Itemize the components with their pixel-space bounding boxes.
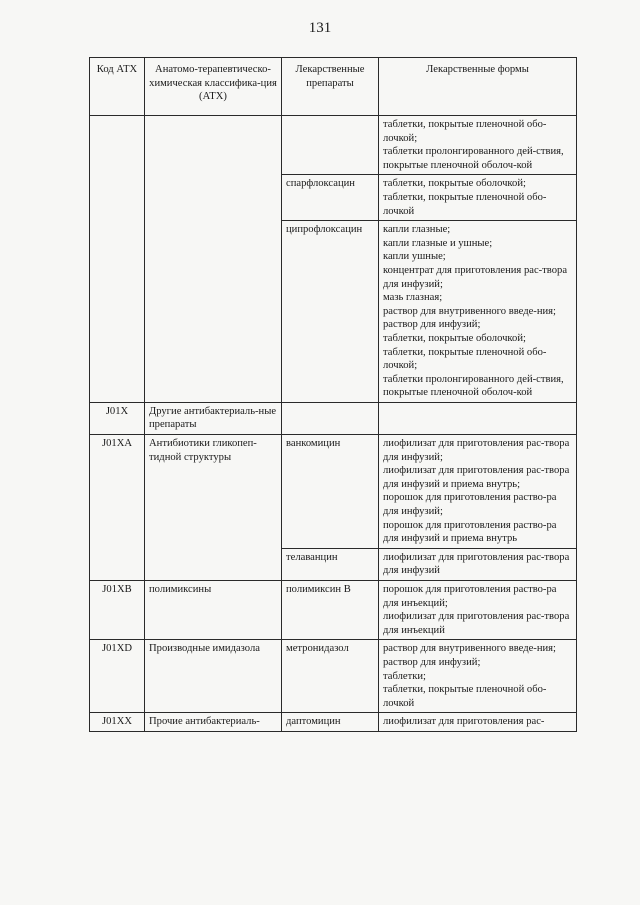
classification-cell bbox=[145, 116, 282, 403]
dosage-forms-cell bbox=[379, 175, 577, 221]
table-row bbox=[90, 640, 577, 713]
drug-name-cell: ванкомицин bbox=[282, 435, 379, 549]
classification-cell: полимиксины bbox=[145, 581, 282, 640]
dosage-form-line: лиофилизат для приготовления рас-твора для инфузий и приема внутрь; bbox=[383, 465, 570, 490]
dosage-form-line: таблетки; bbox=[383, 670, 426, 682]
dosage-forms-cell bbox=[379, 221, 577, 403]
dosage-form-line: капли глазные и ушные; bbox=[383, 237, 493, 249]
classification-cell: Другие антибактериаль-ные препараты bbox=[145, 402, 282, 434]
page-number: 131 bbox=[308, 20, 332, 36]
classification-cell: Производные имидазола bbox=[145, 640, 282, 713]
dosage-form-line: таблетки, покрытые оболочкой; bbox=[383, 332, 526, 344]
atc-code-cell: J01XB bbox=[90, 581, 145, 640]
dosage-form-line: концентрат для приготовления рас-твора для инфузий; bbox=[383, 264, 568, 290]
table-row bbox=[90, 713, 577, 732]
dosage-forms-cell bbox=[379, 581, 577, 640]
header-code: Код АТХ bbox=[90, 58, 145, 116]
table-row bbox=[90, 581, 577, 640]
drug-name-cell: спарфлоксацин bbox=[282, 175, 379, 221]
dosage-form-line: порошок для приготовления раство-ра для инъекций; bbox=[383, 584, 557, 609]
dosage-forms-cell bbox=[379, 640, 577, 713]
dosage-form-line: лиофилизат для приготовления рас-твора для инфузий bbox=[383, 551, 570, 577]
dosage-form-line: раствор для инфузий; bbox=[383, 656, 481, 668]
dosage-form-line: мазь глазная; bbox=[383, 292, 443, 304]
atc-code-cell: J01XX bbox=[90, 713, 145, 732]
header-classification: Анатомо-терапевтическо-химическая классифика-ция (АТХ) bbox=[145, 58, 282, 116]
table-row bbox=[90, 435, 577, 549]
dosage-form-line: порошок для приготовления раство-ра для инфузий и приема внутрь bbox=[383, 519, 557, 545]
table-row bbox=[90, 402, 577, 434]
atc-code-cell: J01XD bbox=[90, 640, 145, 713]
header-row bbox=[90, 58, 577, 116]
table-row bbox=[90, 116, 577, 175]
dosage-form-line: раствор для внутривенного введе-ния; bbox=[383, 305, 556, 317]
atc-code-cell: J01XA bbox=[90, 435, 145, 581]
header-forms: Лекарственные формы bbox=[379, 58, 577, 116]
dosage-form-line: лиофилизат для приготовления рас-твора для инфузий; bbox=[383, 438, 570, 463]
dosage-forms-cell bbox=[379, 116, 577, 175]
dosage-form-line: капли ушные; bbox=[383, 251, 446, 263]
drug-name-cell: даптомицин bbox=[282, 713, 379, 732]
drug-name-cell bbox=[282, 116, 379, 175]
dosage-forms-cell bbox=[379, 402, 577, 434]
dosage-form-line: таблетки, покрытые оболочкой; bbox=[383, 178, 526, 190]
dosage-forms-cell bbox=[379, 548, 577, 580]
dosage-form-line: таблетки пролонгированного дей-ствия, покрытые пленочной оболоч-кой bbox=[383, 146, 564, 171]
drug-name-cell bbox=[282, 402, 379, 434]
classification-cell: Антибиотики гликопеп-тидной структуры bbox=[145, 435, 282, 581]
atc-code-cell: J01X bbox=[90, 402, 145, 434]
dosage-form-line: порошок для приготовления раство-ра для инфузий; bbox=[383, 492, 557, 518]
dosage-forms-cell bbox=[379, 713, 577, 732]
atc-code-cell bbox=[90, 116, 145, 403]
dosage-form-line: таблетки, покрытые пленочной обо-лочкой; bbox=[383, 346, 547, 372]
drug-name-cell: телаванцин bbox=[282, 548, 379, 580]
classification-cell: Прочие антибактериаль- bbox=[145, 713, 282, 732]
dosage-form-line: таблетки, покрытые пленочной обо-лочкой bbox=[383, 684, 547, 709]
dosage-form-line: раствор для инфузий; bbox=[383, 319, 481, 331]
header-drugs: Лекарственные препараты bbox=[282, 58, 379, 116]
dosage-form-line: таблетки, покрытые пленочной обо-лочкой bbox=[383, 191, 547, 217]
dosage-form-line: капли глазные; bbox=[383, 224, 451, 236]
dosage-form-line: таблетки, покрытые пленочной обо-лочкой; bbox=[383, 119, 547, 144]
dosage-form-line: лиофилизат для приготовления рас-твора для инъекций bbox=[383, 611, 570, 636]
table-body bbox=[90, 116, 577, 732]
dosage-form-line: раствор для внутривенного введе-ния; bbox=[383, 643, 556, 655]
drug-name-cell: метронидазол bbox=[282, 640, 379, 713]
drug-table bbox=[89, 57, 577, 732]
drug-name-cell: ципрофлоксацин bbox=[282, 221, 379, 403]
dosage-form-line: таблетки пролонгированного дей-ствия, покрытые пленочной оболоч-кой bbox=[383, 373, 564, 399]
drug-name-cell: полимиксин В bbox=[282, 581, 379, 640]
dosage-form-line: лиофилизат для приготовления рас- bbox=[383, 716, 545, 728]
dosage-forms-cell bbox=[379, 435, 577, 549]
